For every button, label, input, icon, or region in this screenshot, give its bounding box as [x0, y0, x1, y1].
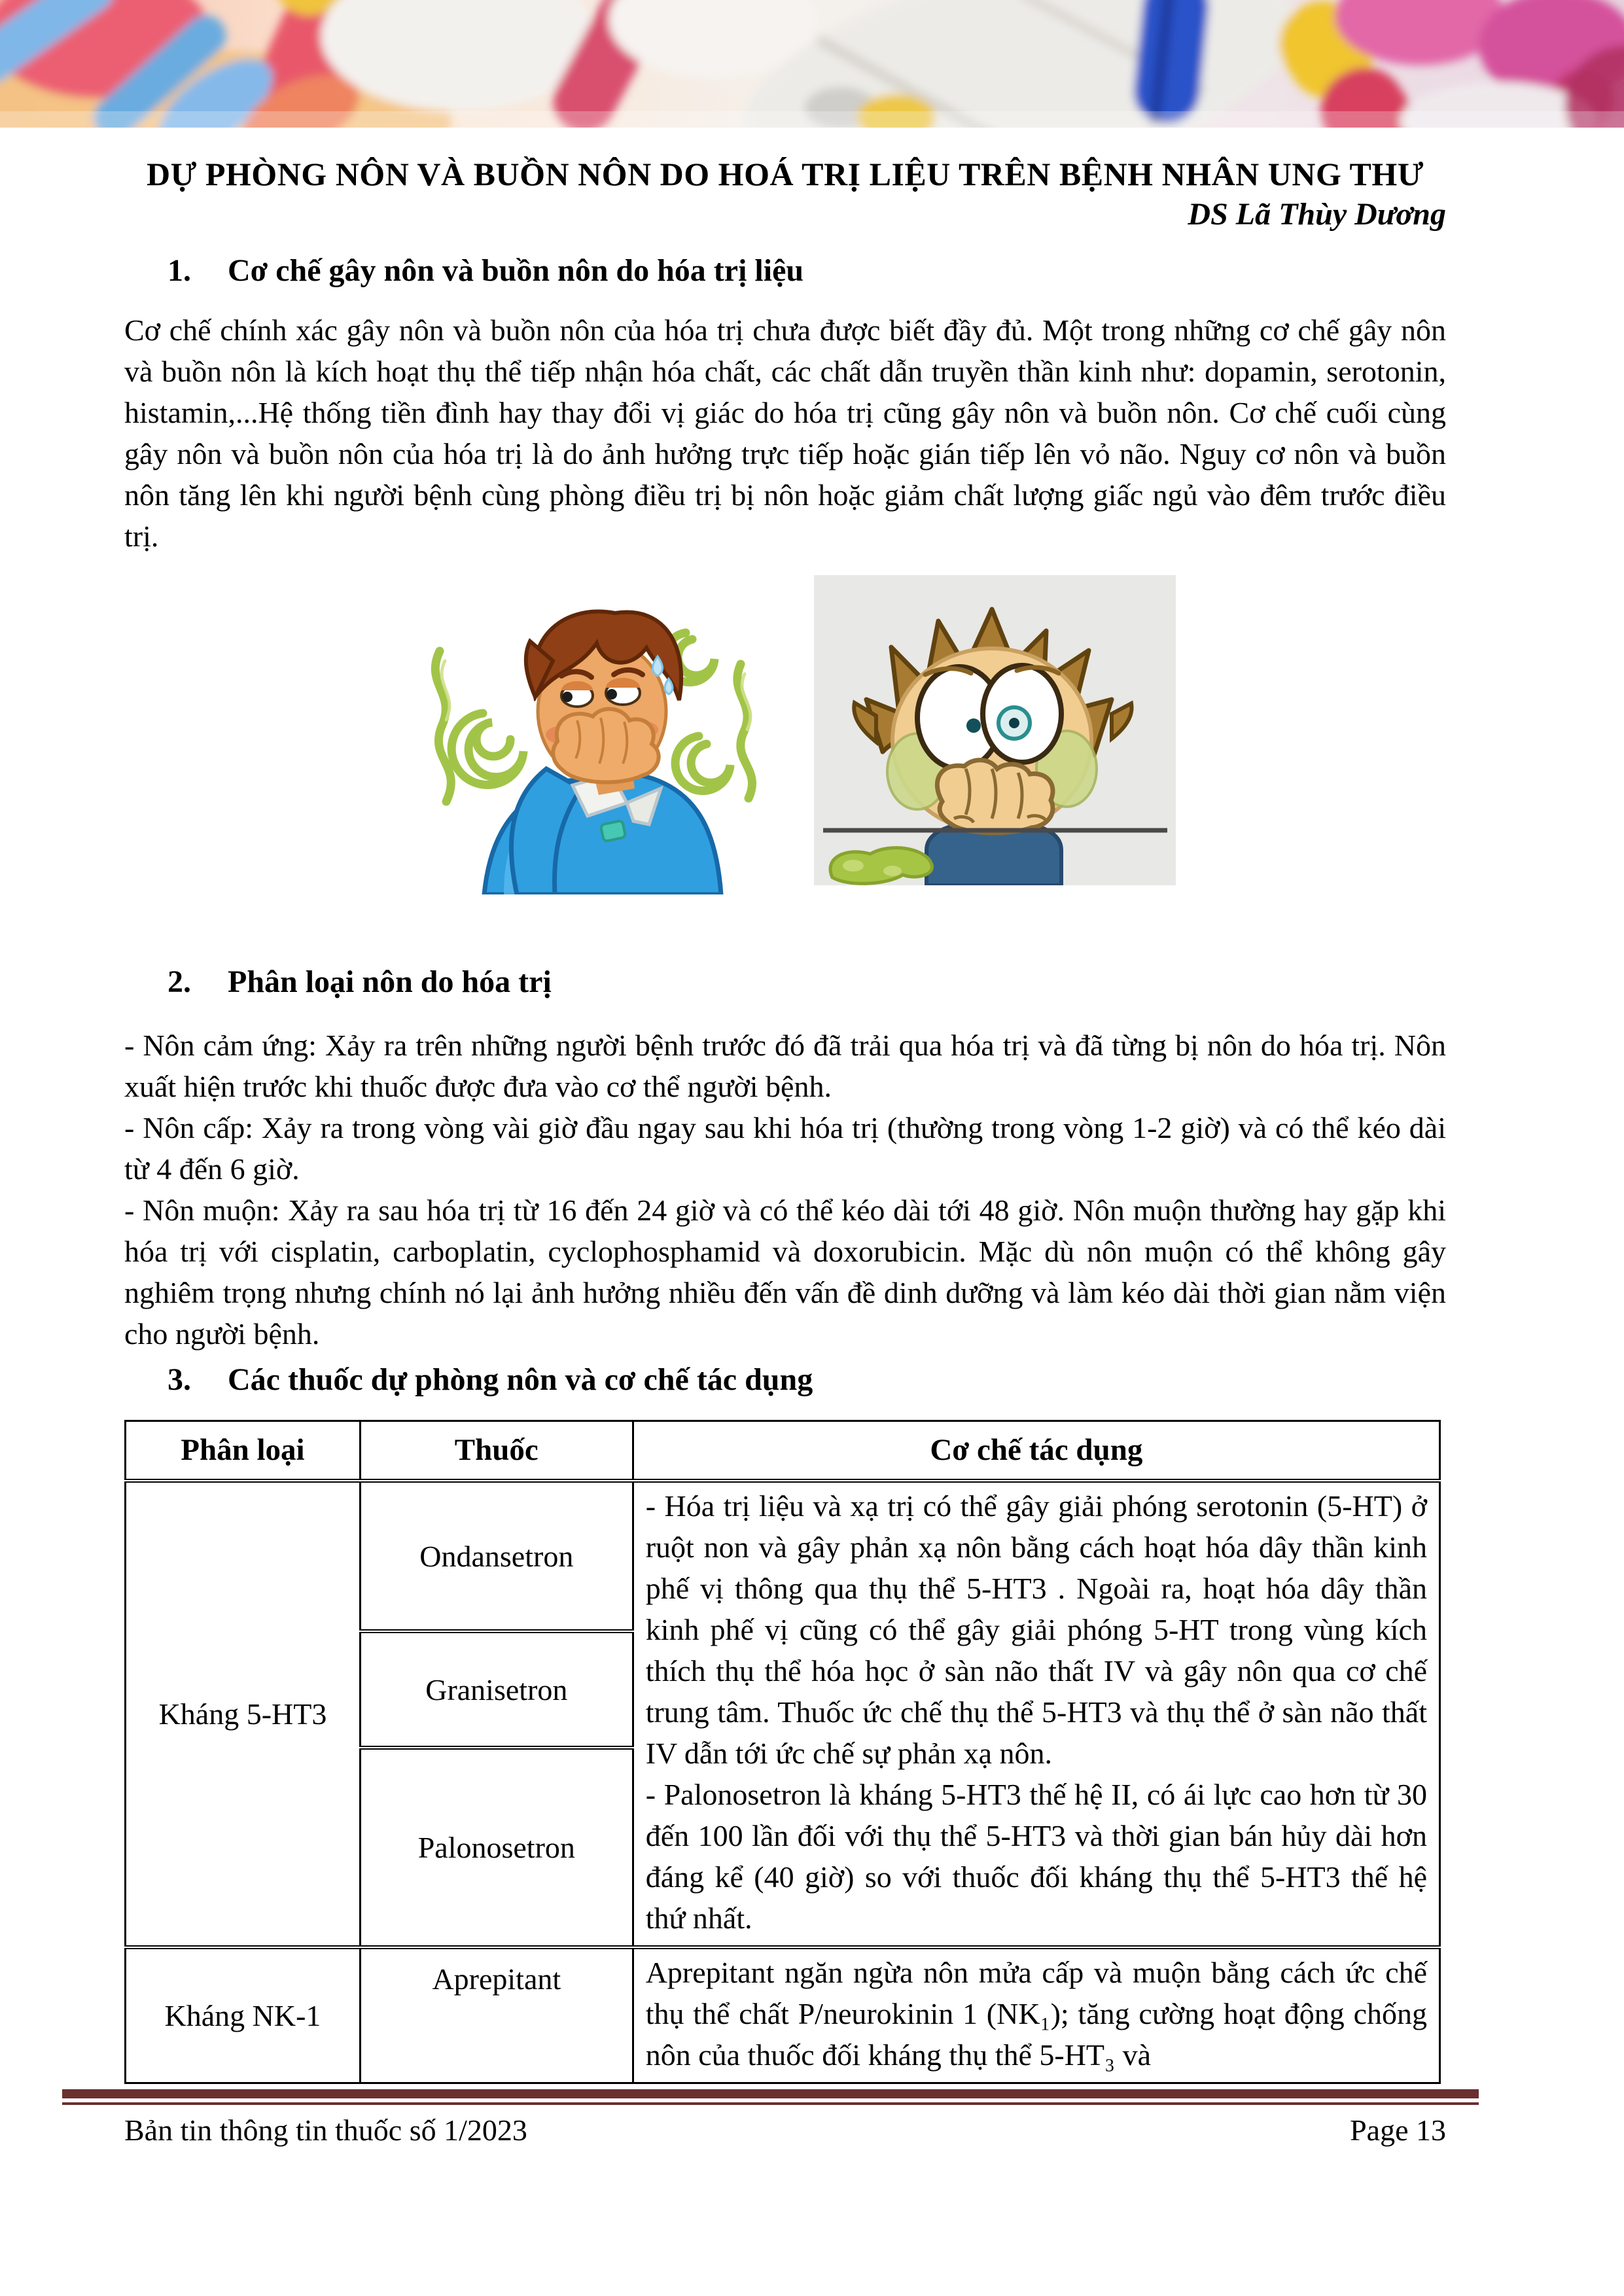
list-item: - Nôn muộn: Xảy ra sau hóa trị từ 16 đến 24 giờ và có thể kéo dài tới 48 giờ. Nôn muộn thường hay gặp khi hóa trị với cisplatin, carboplatin, cyclophosphamid và doxorubicin. Mặc dù nôn muộn có thể không gây nghiêm trọng nhưng chính nó lại ảnh hưởng nhiều đến vấn đề dinh dưỡng và làm kéo dài thời gian nằm viện cho người bệnh.: [124, 1193, 1446, 1351]
section-1-title: Cơ chế gây nôn và buồn nôn do hóa trị liệu: [228, 253, 804, 288]
antiemetic-drug-table: [124, 1420, 1441, 2084]
table-row: [126, 1481, 1440, 1631]
drug-granisetron: Granisetron: [360, 1631, 633, 1748]
section-2-number: 2.: [168, 964, 191, 999]
column-header-class: Phân loại: [126, 1421, 361, 1481]
footer-rule: [62, 2089, 1479, 2105]
page-content: [124, 128, 1446, 2084]
drug-class-5ht3: Kháng 5-HT3: [126, 1481, 361, 1947]
pills-banner-image: [0, 0, 1624, 128]
vomit-type-list: [124, 1025, 1446, 1354]
footer-thick-bar: [62, 2089, 1479, 2098]
section-2-heading: [124, 962, 1446, 1002]
section-1-paragraph: Cơ chế chính xác gây nôn và buồn nôn của hóa trị chưa được biết đầy đủ. Một trong những cơ chế gây nôn và buồn nôn là kích hoạt thụ thể tiếp nhận hóa chất, các chất dẫn truyền thần kinh như: dopamin, serotonin, histamin,...Hệ thống tiền đình hay thay đổi vị giác do hóa trị cũng gây nôn và buồn nôn. Cơ chế cuối cùng gây nôn và buồn nôn của hóa trị là do ảnh hưởng trực tiếp hoặc gián tiếp lên vỏ não. Nguy cơ nôn và buồn nôn tăng lên khi người bệnh cùng phòng điều trị bị nôn hoặc giảm chất lượng giấc ngủ vào đêm trước điều trị.: [124, 313, 1446, 553]
section-1-number: 1.: [168, 253, 191, 288]
section-3-number: 3.: [168, 1362, 191, 1397]
page-footer: [124, 2112, 1446, 2149]
nausea-man-illustration: [406, 573, 792, 894]
vomiting-boy-illustration: [814, 575, 1176, 885]
section-2-title: Phân loại nôn do hóa trị: [228, 964, 552, 999]
page-title: DỰ PHÒNG NÔN VÀ BUỒN NÔN DO HOÁ TRỊ LIỆU TRÊN BỆNH NHÂN UNG THƯ: [146, 156, 1424, 192]
footer-thin-bar: [62, 2102, 1479, 2105]
table-row: [126, 1947, 1440, 2083]
section-1-heading: [124, 251, 1446, 291]
column-header-mechanism: Cơ chế tác dụng: [633, 1421, 1439, 1481]
pills-photo: [0, 0, 1624, 128]
list-item: - Nôn cấp: Xảy ra trong vòng vài giờ đầu ngay sau khi hóa trị (thường trong vòng 1-2 giờ) và có thể kéo dài từ 4 đến 6 giờ.: [124, 1111, 1446, 1186]
drug-palonosetron: Palonosetron: [360, 1748, 633, 1947]
table-header-row: [126, 1421, 1440, 1481]
drug-class-nk1: Kháng NK-1: [126, 1947, 361, 2083]
mechanism-paragraph: - Hóa trị liệu và xạ trị có thể gây giải phóng serotonin (5-HT) ở ruột non và gây phản xạ nôn bằng cách hoạt hóa dây thần kinh phế vị thông qua thụ thể 5-HT3 . Ngoài ra, hoạt hóa dây thần kinh phế vị cũng có thể gây giải phóng 5-HT trong vùng kích thích thụ thể hóa học ở sàn não thất IV và gây nôn qua cơ chế trung tâm. Thuốc ức chế thụ thể 5-HT3 và thụ thể ở sàn não thất IV dẫn tới ức chế sự phản xạ nôn.: [645, 1489, 1427, 1770]
list-item: - Nôn cảm ứng: Xảy ra trên những người bệnh trước đó đã trải qua hóa trị và đã từng bị nôn do hóa trị. Nôn xuất hiện trước khi thuốc được đưa vào cơ thể người bệnh.: [124, 1029, 1446, 1103]
figures-row: [124, 569, 1446, 899]
author-line: DS Lã Thùy Dương: [1188, 197, 1446, 232]
footer-newsletter-label: Bản tin thông tin thuốc số 1/2023: [124, 2113, 527, 2147]
mechanism-5ht3: [633, 1481, 1439, 1947]
mechanism-paragraph: - Palonosetron là kháng 5-HT3 thế hệ II, có ái lực cao hơn từ 30 đến 100 lần đối với thụ thể 5-HT3 và thời gian bán hủy dài hơn đáng kể (40 giờ) so với thuốc đối kháng thụ thể 5-HT3 thế hệ thứ nhất.: [645, 1778, 1427, 1935]
column-header-drug: Thuốc: [360, 1421, 633, 1481]
section-3-heading: [124, 1360, 1446, 1400]
mechanism-nk1: Aprepitant ngăn ngừa nôn mửa cấp và muộn bằng cách ức chế thụ thể chất P/neurokinin 1 (NK₁); tăng cường hoạt động chống nôn của thuốc đối kháng thụ thể 5-HT₃ và: [633, 1947, 1439, 2083]
drug-aprepitant: Aprepitant: [360, 1947, 633, 2083]
section-3-title: Các thuốc dự phòng nôn và cơ chế tác dụng: [228, 1362, 813, 1397]
footer-page-number: Page 13: [1350, 2113, 1446, 2147]
drug-ondansetron: Ondansetron: [360, 1481, 633, 1631]
